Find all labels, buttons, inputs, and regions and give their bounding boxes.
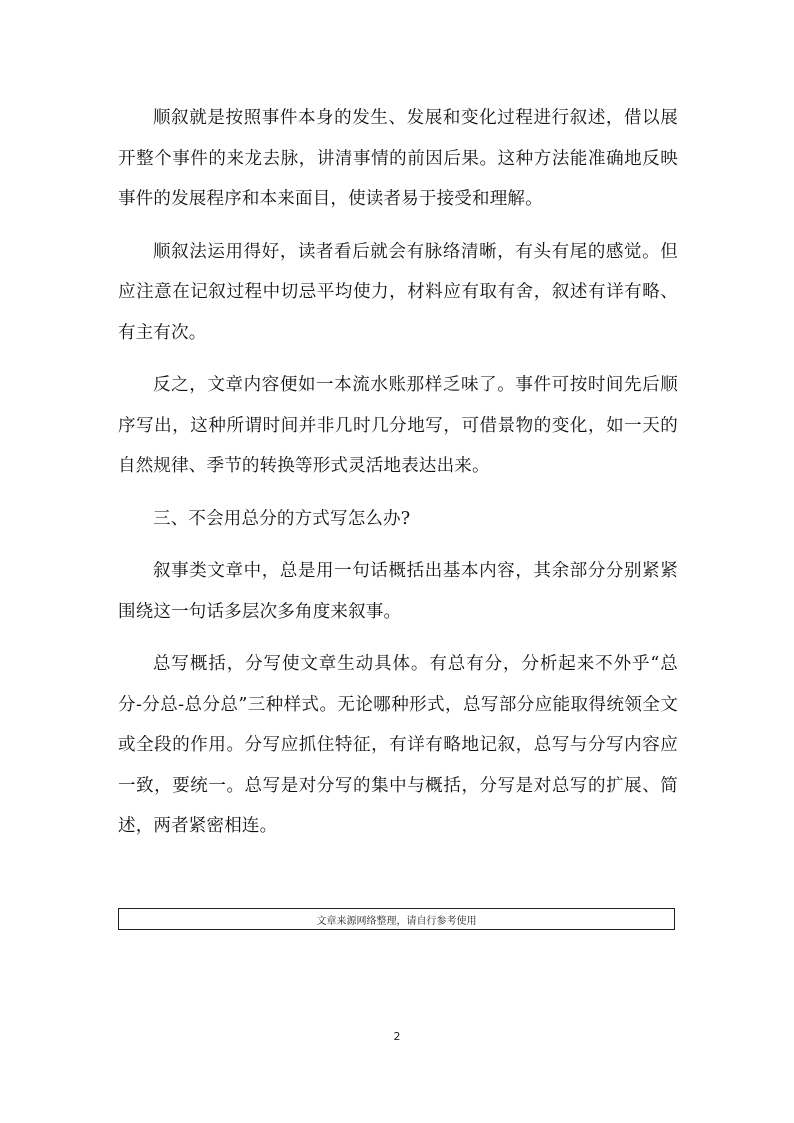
paragraph-contrast: 反之，文章内容便如一本流水账那样乏味了。事件可按时间先后顺序写出，这种所谓时间并非几时几分地写，可借景物的变化，如一天的自然规律、季节的转换等形式灵活地表达出来。: [118, 375, 678, 476]
footer-notice-text: 文章来源网络整理，请自行参考使用: [316, 915, 477, 927]
footer-notice-box: [118, 908, 675, 930]
document-body: [118, 98, 678, 859]
paragraph-narrative-summary: 叙事类文章中，总是用一句话概括出基本内容，其余部分分别紧紧围绕这一句话多层次多角度来叙事。: [118, 561, 678, 622]
paragraph-sequential-usage: 顺叙法运用得好，读者看后就会有脉络清晰，有头有尾的感觉。但应注意在记叙过程中切忌平均使力，材料应有取有舍，叙述有详有略、有主有次。: [118, 241, 678, 343]
paragraph-sequential-narration: 顺叙就是按照事件本身的发生、发展和变化过程进行叙述，借以展开整个事件的来龙去脉，讲清事情的前因后果。这种方法能准确地反映事件的发展程序和本来面目，使读者易于接受和理解。: [118, 108, 678, 209]
page-number: 2: [393, 1030, 401, 1043]
section-heading: 三、不会用总分的方式写怎么办?: [153, 508, 411, 529]
paragraph-general-specific: 总写概括，分写使文章生动具体。有总有分，分析起来不外乎“总分-分总-总分总”三种样式。无论哪种形式，总写部分应能取得统领全文或全段的作用。分写应抓住特征，有详有略地记叙，总写与分写内容应一致，要统一。总写是对分写的集中与概括，分写是对总写的扩展、简述，两者紧密相连。: [118, 654, 678, 836]
